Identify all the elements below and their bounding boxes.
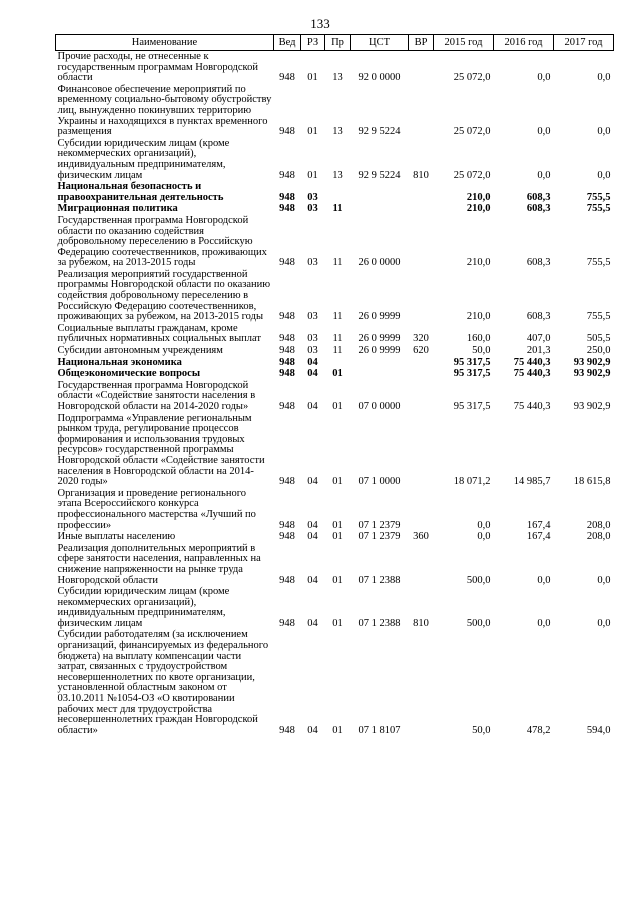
row-cst: 92 9 5224: [358, 126, 401, 138]
row-cst: 26 0 0000: [358, 257, 401, 269]
row-rz: 03: [307, 257, 318, 269]
header-2015: 2015 год: [434, 35, 494, 51]
row-pr: 13: [332, 169, 343, 181]
row-2017: 208,0: [586, 531, 611, 543]
row-rz: 04: [307, 368, 318, 380]
table-row: [56, 586, 614, 629]
row-2015: 210,0: [466, 203, 491, 215]
row-2016: 608,3: [526, 203, 551, 215]
row-name: Государственная программа Новгородской области «Содействие занятости населения в Новгородской области на 2014-2020 годы»: [57, 379, 256, 412]
row-2015: 160,0: [466, 333, 491, 345]
row-name: Миграционная политика: [57, 203, 178, 215]
table-row: [56, 215, 614, 269]
table-row: [56, 51, 614, 84]
row-2017: 755,5: [586, 203, 611, 215]
row-rz: 01: [307, 126, 318, 138]
row-rz: 01: [307, 169, 318, 181]
row-name: Социальные выплаты гражданам, кроме публичных нормативных социальных выплат: [57, 322, 261, 345]
row-name: Финансовое обеспечение мероприятий по временному социально-бытовому обустройству лиц, вынужденно покинувших территорию Украины и находящихся в пунктах временного размещения: [57, 83, 272, 138]
row-2017: 0,0: [597, 72, 611, 84]
row-ved: 948: [279, 72, 295, 84]
row-vr: [409, 368, 434, 380]
row-cst: 07 1 2388: [358, 617, 401, 629]
row-cst: 07 0 0000: [358, 401, 401, 412]
row-vr: [409, 380, 434, 413]
table-row: [56, 138, 614, 181]
row-2016: 75 440,3: [513, 401, 551, 412]
row-rz: 04: [307, 401, 318, 412]
row-rz: 03: [307, 333, 318, 345]
row-ved: 948: [279, 368, 295, 380]
row-name: Национальная безопасность и правоохранительная деятельность: [57, 181, 224, 203]
row-name: Реализация мероприятий государственной программы Новгородской области по оказанию содействия добровольному переселению в Российскую Федерацию соотечественников, проживающих за рубежом, на 2013-2015 годы: [57, 268, 271, 323]
row-2016: 14 985,7: [513, 476, 551, 488]
row-ved: 948: [279, 724, 295, 736]
row-2016: 75 440,3: [513, 356, 551, 368]
row-cst: [351, 357, 409, 369]
row-2015: 50,0: [472, 724, 491, 736]
row-2017: 594,0: [586, 724, 611, 736]
row-2017: 0,0: [597, 169, 611, 181]
row-name: Субсидии юридическим лицам (кроме некоммерческих организаций), индивидуальным предпринимателям, физическим лицам: [57, 137, 230, 181]
row-pr: 01: [332, 476, 343, 488]
header-vr: ВР: [409, 35, 434, 51]
row-2016: 608,3: [526, 311, 551, 323]
row-pr: 01: [332, 617, 343, 629]
row-vr: 360: [413, 531, 429, 543]
row-2015: 0,0: [477, 531, 491, 543]
row-pr: 11: [332, 333, 343, 345]
row-cst: 26 0 9999: [358, 333, 401, 345]
row-name: Субсидии автономным учреждениям: [57, 345, 223, 357]
row-2015: 25 072,0: [453, 126, 491, 138]
row-2017: 93 902,9: [573, 356, 611, 368]
header-name: Наименование: [56, 35, 274, 51]
header-rz: РЗ: [301, 35, 325, 51]
header-ved: Вед: [274, 35, 301, 51]
table-row: [56, 531, 614, 543]
row-vr: 810: [413, 617, 429, 629]
row-ved: 948: [279, 345, 295, 357]
row-name: Прочие расходы, не отнесенные к государственным программам Новгородской области: [57, 51, 258, 84]
row-pr: 11: [332, 203, 343, 215]
row-ved: 948: [279, 574, 295, 586]
row-2016: 201,3: [526, 345, 551, 357]
row-pr: [325, 181, 351, 203]
row-2015: 210,0: [466, 191, 491, 203]
row-ved: 948: [279, 476, 295, 488]
row-cst: [351, 203, 409, 215]
row-pr: 11: [332, 345, 343, 357]
row-2016: 0,0: [537, 169, 551, 181]
table-row: [56, 629, 614, 736]
row-name: Общеэкономические вопросы: [57, 368, 201, 380]
row-ved: 948: [279, 356, 295, 368]
row-2015: 0,0: [477, 519, 491, 531]
row-2017: 755,5: [586, 257, 611, 269]
row-vr: 810: [413, 169, 429, 181]
row-2015: 500,0: [466, 617, 491, 629]
row-2015: 18 071,2: [453, 476, 491, 488]
row-cst: 07 1 2379: [358, 519, 401, 531]
row-2015: 210,0: [466, 257, 491, 269]
page-number: 133: [310, 16, 330, 31]
row-vr: [409, 181, 434, 203]
header-row: [56, 35, 614, 51]
row-vr: [409, 413, 434, 488]
row-ved: 948: [279, 126, 295, 138]
row-2016: 608,3: [526, 257, 551, 269]
row-name: Субсидии работодателям (за исключением организаций, финансируемых из федерального бюджета) на выплату компенсации части затрат, связанных с трудоустройством несовершеннолетних по квоте организации, установленной областным законом от 03.10.2011 №1054-ОЗ «О квотировании рабочих мест для трудоустройства несовершеннолетних граждан Новгородской области»: [57, 629, 269, 736]
table-row: [56, 84, 614, 138]
row-2016: 608,3: [526, 191, 551, 203]
table-row: [56, 269, 614, 323]
row-rz: 04: [307, 519, 318, 531]
row-2016: 0,0: [537, 126, 551, 138]
table-row: [56, 488, 614, 531]
row-2016: 0,0: [537, 574, 551, 586]
table-row: [56, 345, 614, 357]
row-vr: [409, 629, 434, 736]
row-cst: [351, 181, 409, 203]
table-body: [56, 51, 614, 737]
row-2016: 167,4: [526, 531, 551, 543]
row-vr: 320: [413, 333, 429, 345]
row-2015: 25 072,0: [453, 169, 491, 181]
row-pr: 11: [332, 311, 343, 323]
row-pr: 01: [332, 724, 343, 736]
row-2015: 210,0: [466, 311, 491, 323]
row-2016: 0,0: [537, 72, 551, 84]
row-2016: 478,2: [526, 724, 551, 736]
row-2017: 18 615,8: [573, 476, 611, 488]
row-cst: 07 1 8107: [358, 724, 401, 736]
row-name: Подпрограмма «Управление региональным рынком труда, регулирование процессов формирования и использования трудовых ресурсов» государственной программы Новгородской области «Содействие занятости населения в Новгородской области на 2014-2020 годы»: [57, 412, 265, 488]
row-vr: [409, 215, 434, 269]
table-row: [56, 543, 614, 586]
row-vr: 620: [413, 345, 429, 357]
row-2017: 0,0: [597, 574, 611, 586]
row-cst: [351, 368, 409, 380]
row-pr: 01: [332, 401, 343, 412]
row-2016: 75 440,3: [513, 368, 551, 380]
row-2016: 167,4: [526, 519, 551, 531]
row-ved: 948: [279, 531, 295, 543]
row-rz: 04: [307, 724, 318, 736]
row-cst: 07 1 2379: [358, 531, 401, 543]
row-2015: 95 317,5: [453, 368, 491, 380]
header-cst: ЦСТ: [351, 35, 409, 51]
table-row: [56, 368, 614, 380]
row-2017: 250,0: [586, 345, 611, 357]
row-vr: [409, 203, 434, 215]
row-vr: [409, 357, 434, 369]
row-pr: 13: [332, 126, 343, 138]
header-2016: 2016 год: [494, 35, 554, 51]
row-2017: 93 902,9: [573, 401, 611, 412]
row-vr: [409, 269, 434, 323]
header-2017: 2017 год: [554, 35, 614, 51]
row-cst: 07 1 2388: [358, 574, 401, 586]
row-pr: 01: [332, 368, 343, 380]
row-2017: 93 902,9: [573, 368, 611, 380]
row-name: Национальная экономика: [57, 356, 182, 368]
row-2017: 208,0: [586, 519, 611, 531]
row-rz: 04: [307, 617, 318, 629]
row-vr: [409, 543, 434, 586]
row-rz: 04: [307, 531, 318, 543]
row-2017: 0,0: [597, 617, 611, 629]
row-ved: 948: [279, 333, 295, 345]
row-rz: 04: [307, 574, 318, 586]
row-name: Реализация дополнительных мероприятий в сфере занятости населения, направленных на снижение напряженности на рынке труда Новгородской области: [57, 542, 261, 586]
row-rz: 03: [307, 311, 318, 323]
row-pr: 13: [332, 72, 343, 84]
row-ved: 948: [279, 257, 295, 269]
row-ved: 948: [279, 203, 295, 215]
row-2015: 50,0: [472, 345, 491, 357]
row-cst: 92 0 0000: [358, 72, 401, 84]
header-pr: Пр: [325, 35, 351, 51]
table-row: [56, 323, 614, 345]
row-ved: 948: [279, 401, 295, 412]
table-row: [56, 181, 614, 203]
row-rz: 04: [307, 476, 318, 488]
row-pr: [325, 357, 351, 369]
row-rz: 03: [307, 191, 318, 203]
row-cst: 07 1 0000: [358, 476, 401, 488]
row-vr: [409, 51, 434, 84]
row-name: Субсидии юридическим лицам (кроме некоммерческих организаций), индивидуальным предпринимателям, физическим лицам: [57, 586, 230, 629]
row-cst: 92 9 5224: [358, 169, 401, 181]
row-2016: 407,0: [526, 333, 551, 345]
row-name: Государственная программа Новгородской области по оказанию содействия добровольному переселению в Российскую Федерацию соотечественников, проживающих за рубежом, на 2013-2015 годы: [57, 214, 267, 269]
row-cst: 26 0 9999: [358, 345, 401, 357]
row-2017: 755,5: [586, 191, 611, 203]
row-2017: 755,5: [586, 311, 611, 323]
row-vr: [409, 488, 434, 531]
row-2017: 0,0: [597, 126, 611, 138]
row-pr: 01: [332, 531, 343, 543]
row-rz: 01: [307, 72, 318, 84]
row-2015: 95 317,5: [453, 401, 491, 412]
row-rz: 04: [307, 356, 318, 368]
row-2015: 500,0: [466, 574, 491, 586]
row-2015: 25 072,0: [453, 72, 491, 84]
row-name: Организация и проведение регионального этапа Всероссийского конкурса профессионального мастерства «Лучший по профессии»: [57, 487, 256, 531]
table-row: [56, 357, 614, 369]
row-pr: 01: [332, 519, 343, 531]
table-row: [56, 203, 614, 215]
row-vr: [409, 84, 434, 138]
table-row: [56, 380, 614, 413]
row-cst: 26 0 9999: [358, 311, 401, 323]
row-name: Иные выплаты населению: [57, 531, 176, 543]
row-rz: 03: [307, 203, 318, 215]
table-row: [56, 413, 614, 488]
row-ved: 948: [279, 617, 295, 629]
row-ved: 948: [279, 311, 295, 323]
row-pr: 11: [332, 257, 343, 269]
row-rz: 03: [307, 345, 318, 357]
row-pr: 01: [332, 574, 343, 586]
row-2016: 0,0: [537, 617, 551, 629]
row-ved: 948: [279, 191, 295, 203]
budget-table: [55, 34, 614, 736]
row-2015: 95 317,5: [453, 356, 491, 368]
row-ved: 948: [279, 169, 295, 181]
row-ved: 948: [279, 519, 295, 531]
row-2017: 505,5: [586, 333, 611, 345]
